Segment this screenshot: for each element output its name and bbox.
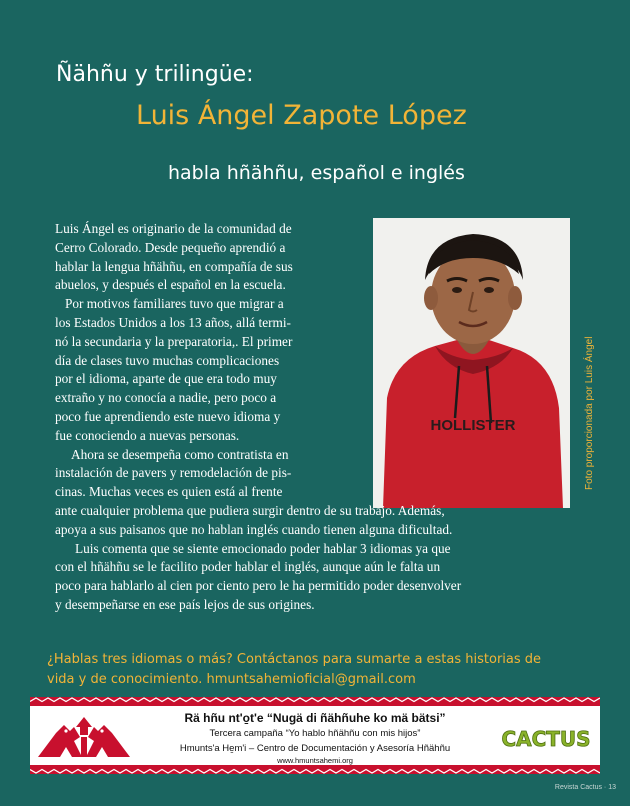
article-body xyxy=(55,220,461,615)
campaign-footer xyxy=(30,697,600,774)
embroidery-band-bottom xyxy=(30,765,600,774)
cta-line: ¿Hablas tres idiomas o más? Contáctanos para sumarte a estas historias de xyxy=(47,652,542,667)
shirt-lettering: HOLLISTER xyxy=(430,417,516,434)
cactus-logo xyxy=(496,715,596,757)
body-line: extraño y no conocía a nadie, pero poco a xyxy=(55,390,277,406)
organization-name: Hmunts'a He̱m'i – Centro de Documentación y Asesoría Hñähñu xyxy=(179,743,451,754)
body-line: día de clases tuvo muchas complicaciones xyxy=(55,352,280,368)
cta-line: vida y de conocimiento. hmuntsahemioficial@gmail.com xyxy=(47,672,416,687)
call-to-action xyxy=(47,650,587,690)
body-line: apoya a sus paisanos que no hablan inglés cuando tienen alguna dificultad. xyxy=(55,521,453,537)
body-line: poco para hablarlo al cien por ciento pero le ha permitido poder desenvolver xyxy=(55,578,462,594)
page-folio: Revista Cactus · 13 xyxy=(554,784,616,791)
body-line: nó la secundaria y la preparatoria,. El primer xyxy=(55,333,293,349)
body-line: Cerro Colorado. Desde pequeño aprendió a xyxy=(55,239,286,255)
body-line: Por motivos familiares tuvo que migrar a xyxy=(65,296,284,312)
body-line: fue conociendo a nuevas personas. xyxy=(55,427,240,443)
cactus-logo-text: CACTUS xyxy=(501,727,591,751)
body-line: Luis comenta que se siente emocionado poder hablar 3 idiomas ya que xyxy=(75,540,451,556)
body-line: cinas. Muchas veces es quien está al frente xyxy=(55,484,283,500)
body-line: y desempeñarse en ese país lejos de sus origines. xyxy=(55,596,315,612)
body-line: con el hñähñu se le facilito poder hablar el inglés, aunque aún le falta un xyxy=(55,559,441,575)
campaign-subtitle: Tercera campaña “Yo hablo hñähñu con mis hijos” xyxy=(209,728,421,739)
body-line: Ahora se desempeña como contratista en xyxy=(71,446,289,462)
body-line: ante cualquier problema que pudiera surgir dentro de su trabajo. Además, xyxy=(55,502,445,518)
body-line: por el idioma, aparte de que era todo muy xyxy=(55,371,277,387)
article-subtitle: habla hñähñu, español e inglés xyxy=(168,162,465,184)
campaign-title: Rä hñu nt'o̱t'e “Nugä di ñähñuhe ko mä bätsi” xyxy=(184,711,446,725)
embroidery-band-top xyxy=(30,697,600,706)
body-line: poco fue aprendiendo este nuevo idioma y xyxy=(55,408,281,424)
body-line: los Estados Unidos a los 13 años, allá termi- xyxy=(55,314,291,330)
article-kicker: Ñähñu y trilingüe: xyxy=(56,62,254,87)
photo-credit: Foto proporcionada por Luis Ángel xyxy=(584,336,595,490)
body-line: Luis Ángel es originario de la comunidad de xyxy=(55,221,292,236)
article-title: Luis Ángel Zapote López xyxy=(136,100,467,131)
body-line: instalación de pavers y remodelación de pis- xyxy=(55,465,292,481)
body-line: abuelos, y después el español en la escuela. xyxy=(55,277,286,293)
body-line: hablar la lengua hñähñu, en compañía de sus xyxy=(55,258,293,274)
organization-website: www.hmuntsahemi.org xyxy=(277,756,353,765)
